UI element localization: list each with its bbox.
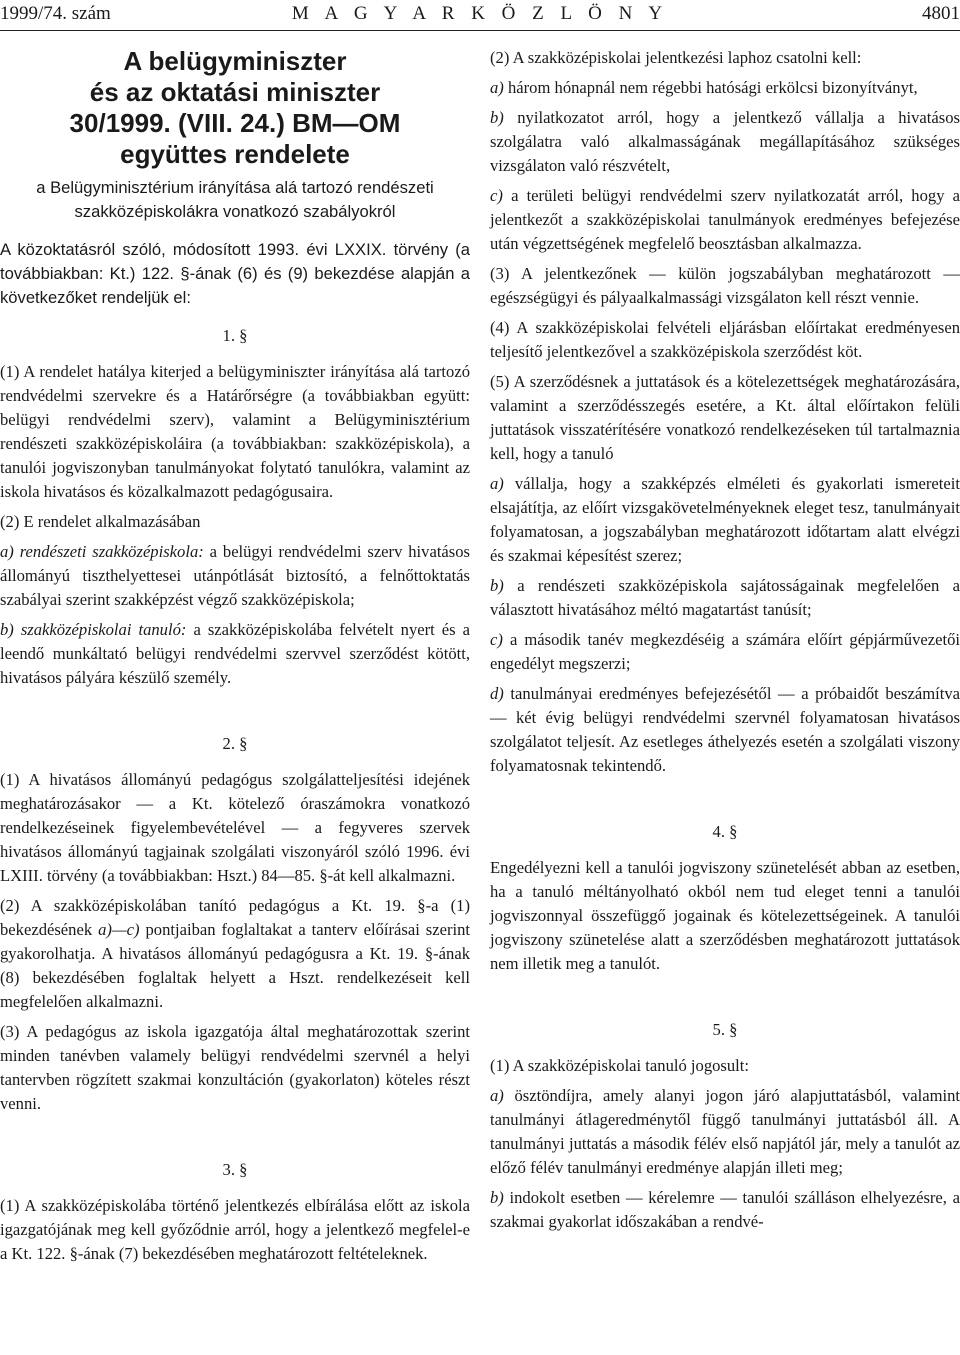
journal-name: M A G Y A R K Ö Z L Ö N Y bbox=[291, 3, 669, 24]
paragraph: (2) A szakközépiskolai jelentkezési laphoz csatolni kell: bbox=[490, 48, 862, 67]
left-column bbox=[0, 46, 470, 1272]
section-heading: 1. § bbox=[222, 326, 248, 345]
paragraph: Engedélyezni kell a tanulói jogviszony szünetelését abban az esetben, ha a tanuló méltányolható okból nem tud eleget tenni a tanulói jogviszonnyal összefüggő jogainak és kötelezettségeinek. A tanulói jogviszony szünetelése alatt a szerződésben meghatározott juttatások nem illetik meg a tanulót. bbox=[490, 858, 960, 973]
decree-subtitle: a Belügyminisztérium irányítása alá tartozó rendészeti szakközépiskolákra vonatkozó szabályokról bbox=[36, 178, 434, 221]
preamble: A közoktatásról szóló, módosított 1993. évi LXXIX. törvény (a továbbiakban: Kt.) 122. §-ának (6) és (9) bekezdése alapján a következőket rendeljük el: bbox=[0, 240, 470, 307]
list-item: b) a rendészeti szakközépiskola sajátosságainak megfelelően a választott hivatásához méltó magatartást tanúsít; bbox=[490, 576, 960, 619]
item-label: b) szakközépiskolai tanuló: bbox=[0, 620, 187, 639]
title-line: 30/1999. (VIII. 24.) BM—OM bbox=[69, 108, 401, 138]
paragraph: (1) A szakközépiskolába történő jelentkezés elbírálása előtt az iskola igazgatójának meg kell győződnie arról, hogy a jelentkező megfelel-e a Kt. 122. §-ának (7) bekezdésében meghatározott feltételeknek. bbox=[0, 1196, 470, 1263]
paragraph: (2) E rendelet alkalmazásában bbox=[0, 512, 201, 531]
list-item: d) tanulmányai eredményes befejezésétől — a próbaidőt beszámítva — két évig belügyi rendvédelmi szervnél folyamatosan hivatásos szolgálatot teljesít. Az esetleges áthelyezés esetén a szolgálati viszony folyamatosnak tekintendő. bbox=[490, 684, 960, 775]
paragraph: (5) A szerződésnek a juttatások és a kötelezettségek meghatározására, valamint a szerződésszegés esetére, a Kt. által előírtakon felüli juttatások visszatérítésére vonatkozó rendelkezéseken túl tartalmaznia kell, hogy a tanuló bbox=[490, 372, 960, 463]
section-heading: 4. § bbox=[712, 822, 738, 841]
list-item: c) a második tanév megkezdéséig a számára előírt gépjárművezetői engedélyt megszerzi; bbox=[490, 630, 960, 673]
list-item: b) nyilatkozatot arról, hogy a jelentkező vállalja a hivatásos szolgálatra való alkalmasságának megállapításához szükséges vizsgálaton való részvételt, bbox=[490, 108, 960, 175]
paragraph: (3) A pedagógus az iskola igazgatója által meghatározottak szerint minden tanévben valamely belügyi rendvédelmi szervnél a helyi tantervben rögzített szakmai konzultáción (gyakorlaton) köteles részt venni. bbox=[0, 1022, 470, 1113]
header-rule bbox=[0, 30, 960, 31]
list-item: a) vállalja, hogy a szakképzés elméleti és gyakorlati ismereteit elsajátítja, az előírt vizsgakövetelményeknek eleget tesz, tanulmányait folyamatosan, a jogszabályban meghatározott időtartam alatt elvégzi és szakmai képesítést szerez; bbox=[490, 474, 960, 565]
paragraph: (2) A szakközépiskolában tanító pedagógus a Kt. 19. §-a (1) bekezdésének a)—c) pontjaiban foglaltakat a tanterv előírásai szerint gyakorolhatja. A hivatásos állományú pedagógusra a Kt. 19. §-ának (8) bekezdésében foglaltak helyett a Hszt. rendelkezéseit kell megfelelően alkalmazni. bbox=[0, 896, 471, 1011]
list-item: a) ösztöndíjra, amely alanyi jogon járó alapjuttatásból, valamint tanulmányi átlageredménytől függő tanulmányi juttatásból áll. A tanulmányi juttatás a második félév első napjától jár, mely a tanulót az előző félév tanulmányi eredménye alapján illeti meg; bbox=[490, 1086, 960, 1177]
page-number: 4801 bbox=[922, 3, 960, 24]
decree-title bbox=[0, 46, 470, 170]
list-item: c) a területi belügyi rendvédelmi szerv nyilatkozatát arról, hogy a jelentkezőt a szakközépiskolai tanulmányok eredményes befejezése után végzettségének megfelelő beosztásban alkalmazza. bbox=[490, 186, 960, 253]
paragraph: (1) A rendelet hatálya kiterjed a belügyminiszter irányítása alá tartozó rendvédelmi szervekre és a Határőrségre (a továbbiakban együtt: belügyi rendvédelmi szerv), valamint a Belügyminisztérium rendészeti szakközépiskoláira (a továbbiakban: szakközépiskola), a tanulói jogviszonyban tanulmányokat folytató tanulókra, valamint az iskola hivatásos és közalkalmazott pedagógusaira. bbox=[0, 362, 470, 501]
item-text: a szakközépiskolába felvételt nyert és a leendő munkáltató belügyi rendvédelmi szervvel szerződést kötött, hivatásos pályára készülő személy. bbox=[0, 620, 470, 687]
list-item bbox=[0, 618, 470, 690]
right-column bbox=[490, 46, 960, 1240]
list-item: b) indokolt esetben — kérelemre — tanulói szálláson elhelyezésre, a szakmai gyakorlat időszakában a rendvé- bbox=[490, 1188, 960, 1231]
title-line: együttes rendelete bbox=[120, 139, 350, 169]
section-heading: 3. § bbox=[222, 1160, 248, 1179]
title-line: és az oktatási miniszter bbox=[89, 77, 381, 107]
paragraph: (1) A hivatásos állományú pedagógus szolgálatteljesítési idejének meghatározásakor — a Kt. kötelező óraszámokra vonatkozó rendelkezéseinek figyelembevételével — a fegyveres szervek hivatásos állományú tagjainak szolgálati viszonyáról szóló 1996. évi LXIII. törvény (a továbbiakban: Hszt.) 84—85. §-át kell alkalmazni. bbox=[0, 770, 470, 885]
issue-number: 1999/74. szám bbox=[0, 3, 111, 24]
title-line: A belügyminiszter bbox=[123, 46, 347, 76]
list-item: a) három hónapnál nem régebbi hatósági erkölcsi bizonyítványt, bbox=[490, 78, 918, 97]
item-text: a belügyi rendvédelmi szerv hivatásos állományú tiszthelyettesei utánpótlását biztosító, a felnőttoktatás szabályai szerint szakképzést végző szakközépiskola; bbox=[0, 542, 471, 609]
paragraph: (3) A jelentkezőnek — külön jogszabályban meghatározott — egészségügyi és pályaalkalmassági vizsgálaton kell részt vennie. bbox=[490, 264, 960, 307]
paragraph: (1) A szakközépiskolai tanuló jogosult: bbox=[490, 1056, 750, 1075]
section-heading: 2. § bbox=[222, 734, 248, 753]
page-header bbox=[0, 2, 960, 30]
item-label: a) rendészeti szakközépiskola: bbox=[0, 542, 204, 561]
list-item bbox=[0, 540, 470, 612]
section-heading: 5. § bbox=[712, 1020, 738, 1039]
paragraph: (4) A szakközépiskolai felvételi eljárásban előírtakat eredményesen teljesítő jelentkezővel a szakközépiskola szerződést köt. bbox=[490, 318, 960, 361]
